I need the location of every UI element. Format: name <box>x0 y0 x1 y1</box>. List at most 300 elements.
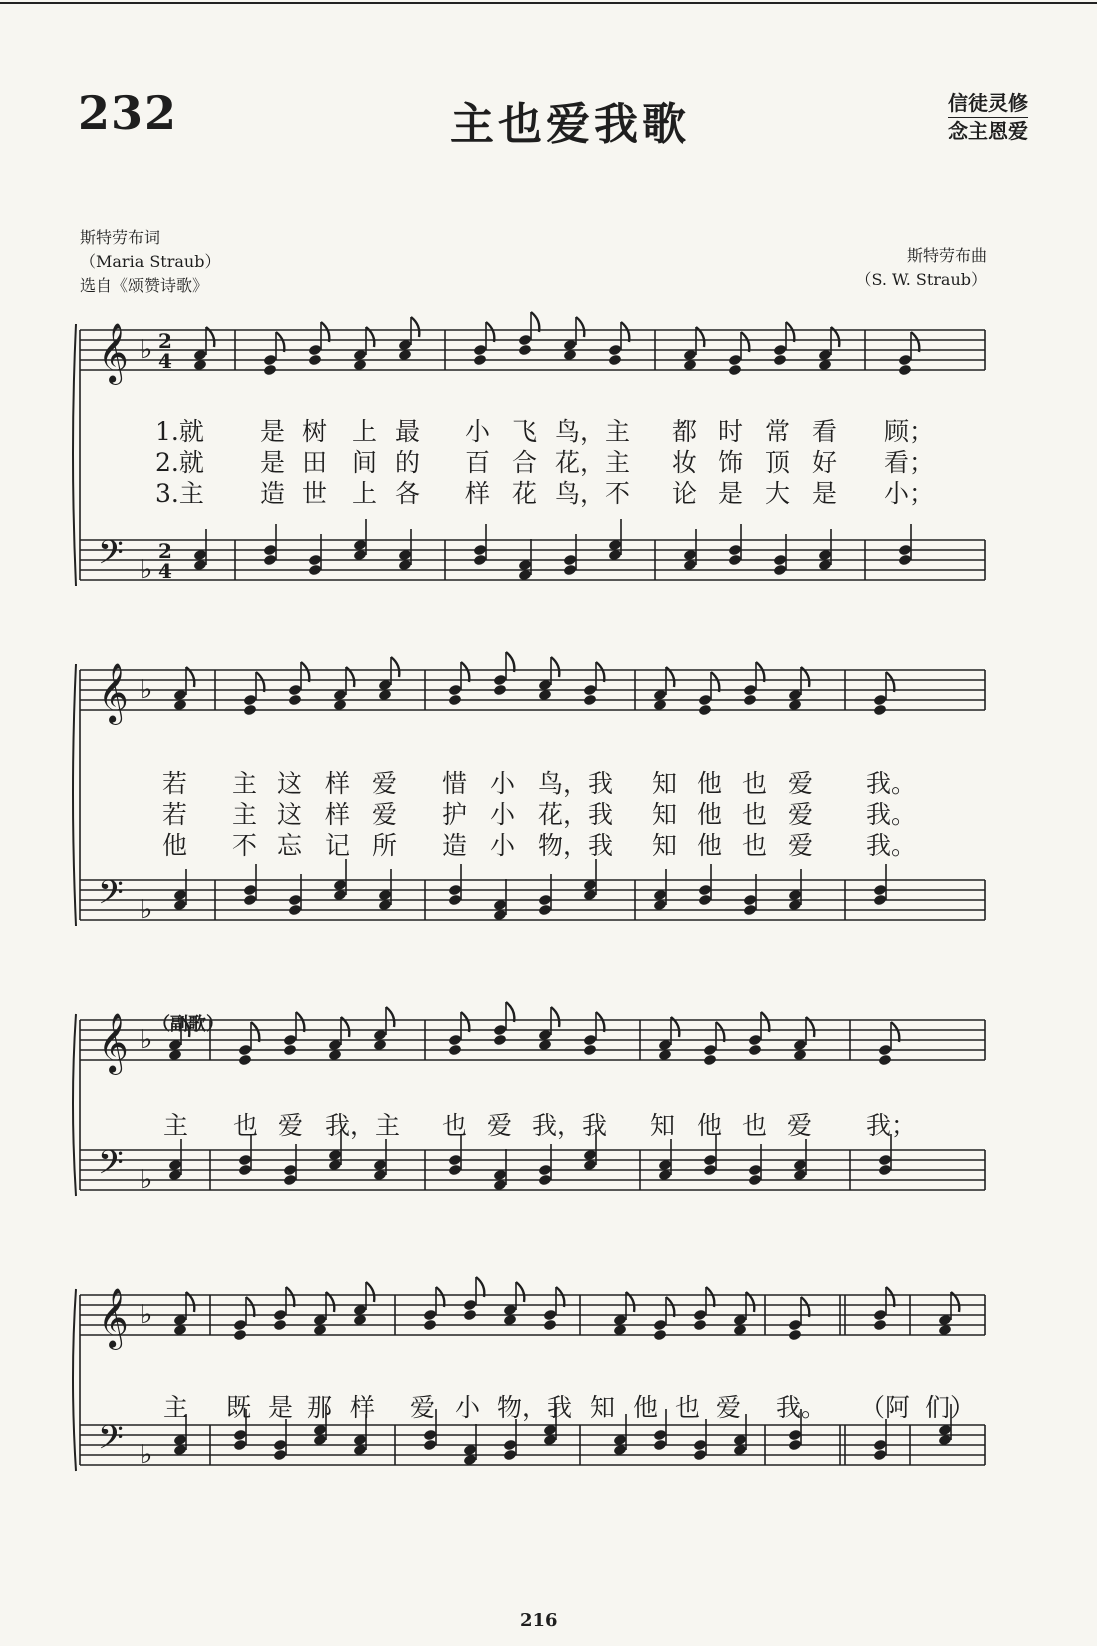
lyricist-credit <box>80 226 220 298</box>
note-head <box>463 1299 477 1312</box>
note-flag <box>461 1012 469 1032</box>
note-head <box>703 1044 717 1057</box>
note-flag <box>286 1287 294 1307</box>
lyric-syllable: 好 <box>812 448 838 477</box>
note-head <box>748 1164 762 1177</box>
lyric-syllable: 也 <box>742 800 768 829</box>
composer-credit <box>855 244 987 292</box>
note-head <box>473 554 487 567</box>
note-head <box>788 1329 802 1342</box>
lyric-syllable: 主 <box>163 1111 189 1140</box>
note-head <box>308 344 322 357</box>
bass-clef-icon: 𝄢 <box>98 534 124 580</box>
note-head <box>473 544 487 557</box>
note-head <box>698 894 712 907</box>
note-head <box>273 1319 287 1332</box>
note-head <box>263 544 277 557</box>
note-head <box>728 364 742 377</box>
note-flag <box>461 662 469 682</box>
note-head <box>243 704 257 717</box>
note-head <box>493 684 507 697</box>
lyric-syllable: 主 <box>232 769 258 798</box>
lyric-syllable: 这 <box>277 800 303 829</box>
note-flag <box>886 672 894 692</box>
note-head <box>263 364 277 377</box>
lyric-syllable: 他 <box>162 831 188 860</box>
lyric-syllable: 样 <box>350 1393 376 1422</box>
note-head <box>288 894 302 907</box>
treble-clef-icon: 𝄞 <box>98 1288 129 1348</box>
lyric-syllable: 顾； <box>884 417 935 446</box>
note-head <box>728 544 742 557</box>
lyrics-system-1-verse-2 <box>0 443 1097 477</box>
note-flag <box>596 1012 604 1032</box>
note-head <box>743 684 757 697</box>
note-head <box>493 674 507 687</box>
lyrics-system-2-verse-1 <box>0 764 1097 798</box>
note-head <box>543 1309 557 1322</box>
note-head <box>898 554 912 567</box>
note-head <box>283 1174 297 1187</box>
note-flag <box>886 1287 894 1307</box>
lyric-syllable: 是 <box>718 479 744 508</box>
lyric-syllable: 顶 <box>765 448 791 477</box>
note-head <box>703 1164 717 1177</box>
note-flag <box>246 1297 254 1317</box>
lyric-syllable: 的 <box>395 448 421 477</box>
lyric-syllable: 也 <box>442 1111 468 1140</box>
lyric-syllable: 小； <box>884 479 935 508</box>
note-head <box>308 354 322 367</box>
note-flag <box>716 1022 724 1042</box>
note-flag <box>891 1022 899 1042</box>
lyric-syllable: 他 <box>697 769 723 798</box>
note-head <box>878 1154 892 1167</box>
lyric-syllable: 小 <box>490 800 516 829</box>
note-head <box>448 894 462 907</box>
lyric-syllable: 他 <box>697 1111 723 1140</box>
time-signature-icon: 4 <box>158 349 172 373</box>
lyrics-system-2-verse-3 <box>0 826 1097 860</box>
note-flag <box>911 332 919 352</box>
lyric-syllable: 1.就 <box>155 417 204 446</box>
lyric-syllable: 爱 <box>410 1393 436 1422</box>
note-head <box>283 1034 297 1047</box>
lyrics-system-1-verse-1 <box>0 412 1097 446</box>
note-head <box>878 1054 892 1067</box>
bass-clef-icon: 𝄢 <box>98 1419 124 1465</box>
lyric-syllable: 是 <box>260 417 286 446</box>
note-head <box>238 1164 252 1177</box>
lyric-syllable: 我。 <box>866 831 917 860</box>
note-head <box>653 1439 667 1452</box>
flat-sign-icon: ♭ <box>140 335 153 365</box>
lyric-syllable: 花 <box>512 479 538 508</box>
flat-sign-icon: ♭ <box>140 1300 153 1330</box>
note-head <box>608 344 622 357</box>
note-head <box>288 684 302 697</box>
lyrics-system-3-verse-1 <box>0 1106 1097 1140</box>
note-flag <box>476 1277 484 1297</box>
note-head <box>873 1449 887 1462</box>
note-head <box>238 1044 252 1057</box>
lyric-syllable: 他 <box>633 1393 659 1422</box>
treble-clef-icon: 𝄞 <box>98 663 129 723</box>
note-flag <box>556 1287 564 1307</box>
lyric-syllable: 护 <box>442 800 468 829</box>
note-head <box>463 1309 477 1322</box>
note-head <box>873 694 887 707</box>
note-head <box>693 1319 707 1332</box>
flat-sign-icon: ♭ <box>140 1025 153 1055</box>
note-head <box>238 1154 252 1167</box>
note-head <box>698 884 712 897</box>
lyric-syllable: 我。 <box>776 1393 827 1422</box>
lyric-syllable: 上 <box>352 479 378 508</box>
note-head <box>538 894 552 907</box>
lyric-syllable: 物，我 <box>538 831 614 860</box>
category-labels <box>948 90 1028 144</box>
note-head <box>448 694 462 707</box>
note-flag <box>436 1287 444 1307</box>
lyric-syllable: 各 <box>395 479 421 508</box>
note-head <box>538 1164 552 1177</box>
note-head <box>503 1449 517 1462</box>
note-head <box>698 704 712 717</box>
page-top-rule <box>0 2 1097 4</box>
note-head <box>788 1429 802 1442</box>
lyric-syllable: 爱 <box>788 800 814 829</box>
lyric-syllable: 不 <box>232 831 258 860</box>
lyrics-system-1-verse-3 <box>0 474 1097 508</box>
note-head <box>423 1319 437 1332</box>
note-head <box>493 1034 507 1047</box>
composer-name: 斯特劳布曲 <box>906 246 987 265</box>
note-head <box>263 354 277 367</box>
lyric-syllable: 样 <box>325 800 351 829</box>
note-flag <box>301 662 309 682</box>
lyric-syllable: 爱 <box>716 1393 742 1422</box>
note-flag <box>706 1287 714 1307</box>
lyric-syllable: 也 <box>742 831 768 860</box>
composer-original-name: （S. W. Straub） <box>855 270 987 289</box>
note-head <box>493 1024 507 1037</box>
category-secondary: 念主恩爱 <box>948 119 1028 143</box>
note-head <box>503 1439 517 1452</box>
lyric-syllable: 知 <box>590 1393 616 1422</box>
note-flag <box>296 1012 304 1032</box>
note-head <box>273 1439 287 1452</box>
note-flag <box>391 657 399 677</box>
note-flag <box>366 1282 374 1302</box>
category-primary: 信徒灵修 <box>948 90 1028 118</box>
note-head <box>448 1164 462 1177</box>
note-head <box>728 354 742 367</box>
lyric-syllable: 爱 <box>487 1111 513 1140</box>
lyric-syllable: 鸟，主 <box>555 417 631 446</box>
note-head <box>473 344 487 357</box>
chorus-label: （副歌） <box>152 1014 224 1035</box>
note-head <box>538 904 552 917</box>
lyric-syllable: 也 <box>742 769 768 798</box>
page-number: 216 <box>520 1610 558 1631</box>
lyric-syllable: 田 <box>302 448 328 477</box>
lyric-syllable: 主 <box>163 1393 189 1422</box>
lyric-syllable: 是 <box>260 448 286 477</box>
lyric-syllable: 2.就 <box>155 448 204 477</box>
lyric-syllable: 我。 <box>866 800 917 829</box>
lyric-syllable: 小 <box>490 831 516 860</box>
note-head <box>748 1034 762 1047</box>
note-flag <box>256 672 264 692</box>
note-head <box>698 694 712 707</box>
lyric-syllable: 小 <box>465 417 491 446</box>
treble-clef-icon: 𝄞 <box>98 323 129 383</box>
note-flag <box>321 322 329 342</box>
note-head <box>448 1034 462 1047</box>
note-head <box>743 894 757 907</box>
note-head <box>423 1429 437 1442</box>
flat-sign-icon: ♭ <box>140 675 153 705</box>
lyric-syllable: 爱 <box>372 769 398 798</box>
lyric-syllable: 若 <box>162 769 188 798</box>
treble-clef-icon: 𝄞 <box>98 1013 129 1073</box>
hymn-title: 主也爱我歌 <box>450 99 690 150</box>
time-signature-icon: 2 <box>158 329 172 353</box>
note-head <box>583 684 597 697</box>
note-head <box>288 694 302 707</box>
note-head <box>583 1034 597 1047</box>
lyric-syllable: 也 <box>233 1111 259 1140</box>
note-head <box>283 1044 297 1057</box>
lyric-syllable: 都 <box>672 417 698 446</box>
note-head <box>788 1439 802 1452</box>
note-head <box>873 1319 887 1332</box>
note-head <box>423 1439 437 1452</box>
lyric-syllable: 百 <box>465 448 491 477</box>
note-head <box>233 1439 247 1452</box>
note-head <box>563 554 577 567</box>
lyric-syllable: 他 <box>697 831 723 860</box>
lyric-syllable: 妆 <box>672 448 698 477</box>
lyric-syllable: 间 <box>352 448 378 477</box>
lyric-syllable: 爱 <box>278 1111 304 1140</box>
lyric-syllable: 记 <box>325 831 351 860</box>
note-head <box>693 1309 707 1322</box>
lyric-syllable: 饰 <box>718 448 744 477</box>
note-head <box>873 1309 887 1322</box>
lyric-syllable: 时 <box>718 417 744 446</box>
note-flag <box>596 662 604 682</box>
note-head <box>448 884 462 897</box>
note-head <box>288 904 302 917</box>
lyric-syllable: 造 <box>442 831 468 860</box>
lyric-syllable: 忘 <box>277 831 303 860</box>
lyric-syllable: 小 <box>455 1393 481 1422</box>
lyric-syllable: 我； <box>866 1111 917 1140</box>
note-head <box>693 1439 707 1452</box>
lyric-syllable: 也 <box>742 1111 768 1140</box>
note-head <box>238 1054 252 1067</box>
note-head <box>653 1329 667 1342</box>
note-head <box>898 544 912 557</box>
note-head <box>653 1429 667 1442</box>
note-head <box>243 884 257 897</box>
note-head <box>873 1439 887 1452</box>
note-head <box>583 694 597 707</box>
note-head <box>518 344 532 357</box>
note-flag <box>666 1297 674 1317</box>
note-head <box>243 894 257 907</box>
note-head <box>728 554 742 567</box>
note-head <box>273 1449 287 1462</box>
note-head <box>878 1044 892 1057</box>
note-head <box>898 354 912 367</box>
note-flag <box>251 1022 259 1042</box>
note-flag <box>516 1282 524 1302</box>
lyric-syllable: 是 <box>812 479 838 508</box>
note-head <box>878 1164 892 1177</box>
lyric-syllable: 所 <box>372 831 398 860</box>
lyric-syllable: 爱 <box>787 1111 813 1140</box>
note-flag <box>551 1007 559 1027</box>
note-head <box>743 904 757 917</box>
lyric-syllable: 爱 <box>788 769 814 798</box>
note-head <box>283 1164 297 1177</box>
system-brace <box>73 1014 76 1196</box>
lyricist-name: 斯特劳布词 <box>80 228 161 247</box>
lyricist-original-name: （Maria Straub） <box>80 252 221 271</box>
lyric-syllable: 们） <box>925 1393 976 1422</box>
system-brace <box>73 1289 76 1471</box>
lyric-syllable: 大 <box>765 479 791 508</box>
lyric-syllable: 物，我 <box>497 1393 573 1422</box>
note-head <box>773 344 787 357</box>
note-flag <box>621 322 629 342</box>
flat-sign-icon: ♭ <box>140 555 153 585</box>
note-flag <box>276 332 284 352</box>
note-flag <box>576 317 584 337</box>
note-head <box>873 704 887 717</box>
note-head <box>873 894 887 907</box>
lyric-source: 选自《颂赞诗歌》 <box>80 276 209 295</box>
hymn-number: 232 <box>78 86 178 140</box>
lyric-syllable: 3.主 <box>155 479 204 508</box>
time-signature-icon: 4 <box>158 559 172 583</box>
note-flag <box>531 312 539 332</box>
note-head <box>423 1309 437 1322</box>
note-head <box>233 1329 247 1342</box>
lyric-syllable: 若 <box>162 800 188 829</box>
lyric-syllable: 知 <box>652 831 678 860</box>
note-flag <box>756 662 764 682</box>
lyric-syllable: 上 <box>352 417 378 446</box>
note-head <box>538 1174 552 1187</box>
lyric-syllable: 这 <box>277 769 303 798</box>
lyric-syllable: 飞 <box>512 417 538 446</box>
note-head <box>273 1309 287 1322</box>
time-signature-icon: 2 <box>158 539 172 563</box>
note-head <box>788 1319 802 1332</box>
note-head <box>448 1154 462 1167</box>
lyric-syllable: 最 <box>395 417 421 446</box>
lyric-syllable: 树 <box>302 417 328 446</box>
lyric-syllable: 样 <box>325 769 351 798</box>
note-head <box>448 684 462 697</box>
note-head <box>773 554 787 567</box>
bass-clef-icon: 𝄢 <box>98 1144 124 1190</box>
lyric-syllable: 惜 <box>442 769 468 798</box>
note-head <box>703 1154 717 1167</box>
note-head <box>243 694 257 707</box>
note-head <box>693 1449 707 1462</box>
note-flag <box>411 317 419 337</box>
lyric-syllable: （阿 <box>860 1393 911 1422</box>
lyrics-system-2-verse-2 <box>0 795 1097 829</box>
lyric-syllable: 那 <box>307 1393 333 1422</box>
lyric-syllable: 花，我 <box>538 800 614 829</box>
lyric-syllable: 造 <box>260 479 286 508</box>
note-head <box>543 1319 557 1332</box>
lyric-syllable: 鸟，我 <box>538 769 614 798</box>
note-flag <box>506 652 514 672</box>
note-head <box>583 1044 597 1057</box>
lyric-syllable: 样 <box>465 479 491 508</box>
flat-sign-icon: ♭ <box>140 1440 153 1470</box>
lyric-syllable: 也 <box>675 1393 701 1422</box>
note-head <box>233 1319 247 1332</box>
note-head <box>703 1054 717 1067</box>
lyric-syllable: 看； <box>884 448 935 477</box>
note-head <box>608 354 622 367</box>
bass-clef-icon: 𝄢 <box>98 874 124 920</box>
lyric-syllable: 主 <box>232 800 258 829</box>
flat-sign-icon: ♭ <box>140 895 153 925</box>
lyric-syllable: 爱 <box>372 800 398 829</box>
note-head <box>898 364 912 377</box>
note-flag <box>801 1297 809 1317</box>
lyrics-system-4-verse-1 <box>0 1388 1097 1422</box>
note-head <box>653 1319 667 1332</box>
lyric-syllable: 世 <box>302 479 328 508</box>
flat-sign-icon: ♭ <box>140 1165 153 1195</box>
note-head <box>473 354 487 367</box>
note-flag <box>506 1002 514 1022</box>
note-flag <box>786 322 794 342</box>
note-head <box>773 564 787 577</box>
lyric-syllable: 花，主 <box>555 448 631 477</box>
note-head <box>873 884 887 897</box>
note-flag <box>711 672 719 692</box>
lyric-syllable: 论 <box>672 479 698 508</box>
note-head <box>448 1044 462 1057</box>
lyric-syllable: 知 <box>652 800 678 829</box>
note-flag <box>386 1007 394 1027</box>
note-head <box>773 354 787 367</box>
lyric-syllable: 知 <box>652 769 678 798</box>
lyric-syllable: 我，我 <box>532 1111 608 1140</box>
lyric-syllable: 常 <box>765 417 791 446</box>
lyric-syllable: 知 <box>650 1111 676 1140</box>
lyric-syllable: 我，主 <box>325 1111 401 1140</box>
lyric-syllable: 是 <box>268 1393 294 1422</box>
lyric-syllable: 我。 <box>866 769 917 798</box>
lyric-syllable: 他 <box>697 800 723 829</box>
note-head <box>308 564 322 577</box>
lyric-syllable: 合 <box>512 448 538 477</box>
lyric-syllable: 既 <box>226 1393 252 1422</box>
lyric-syllable: 小 <box>490 769 516 798</box>
